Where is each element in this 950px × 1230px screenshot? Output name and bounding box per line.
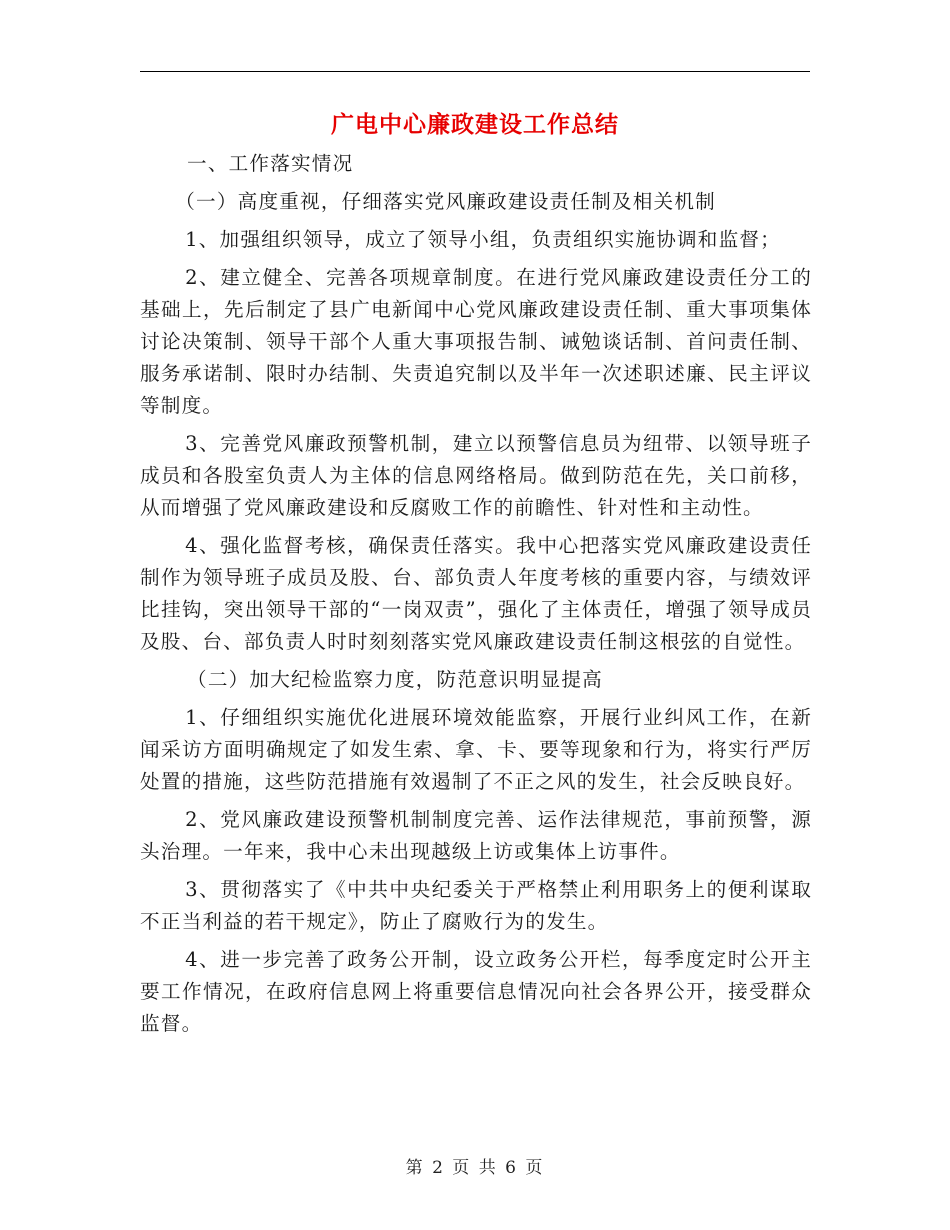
paragraph: 1、仔细组织实施优化进展环境效能监察，开展行业纠风工作，在新闻采访方面明确规定了如发生索、拿、卡、要等现象和行为，将实行严厉处置的措施，这些防范措施有效遏制了不正之风的发生，社会反映良好。 [140,706,812,793]
paragraph: 4、进一步完善了政务公开制，设立政务公开栏，每季度定时公开主要工作情况，在政府信息网上将重要信息情况向社会各界公开，接受群众监督。 [140,948,812,1035]
paragraph: 3、贯彻落实了《中共中央纪委关于严格禁止利用职务上的便利谋取不正当利益的若干规定》，防止了腐败行为的发生。 [140,878,812,933]
paragraph: 4、强化监督考核，确保责任落实。我中心把落实党风廉政建设责任制作为领导班子成员及股、台、部负责人年度考核的重要内容，与绩效评比挂钩，突出领导干部的“一岗双责”，强化了主体责任，增强了领导成员及股、台、部负责人时时刻刻落实党风廉政建设责任制这根弦的自觉性。 [140,534,812,653]
document-body [140,148,812,1040]
paragraph: 3、完善党风廉政预警机制，建立以预警信息员为纽带、以领导班子成员和各股室负责人为主体的信息网络格局。做到防范在先，关口前移，从而增强了党风廉政建设和反腐败工作的前瞻性、针对性和主动性。 [140,432,812,519]
subsection-heading: （一）高度重视，仔细落实党风廉政建设责任制及相关机制 [175,190,716,213]
paragraph: 2、建立健全、完善各项规章制度。在进行党风廉政建设责任分工的基础上，先后制定了县广电新闻中心党风廉政建设责任制、重大事项集体讨论决策制、领导干部个人重大事项报告制、诫勉谈话制、首问责任制、服务承诺制、限时办结制、失责追究制以及半年一次述职述廉、民主评议等制度。 [140,266,812,417]
header-rule [140,71,810,72]
paragraph: 1、加强组织领导，成立了领导小组，负责组织实施协调和监督； [185,228,781,251]
paragraph: 2、党风廉政建设预警机制制度完善、运作法律规范，事前预警，源头治理。一年来，我中心未出现越级上访或集体上访事件。 [140,808,812,863]
document-title: 广电中心廉政建设工作总结 [331,111,619,138]
subsection-heading: （二）加大纪检监察力度，防范意识明显提高 [187,668,603,691]
page-number: 第 2 页 共 6 页 [405,1158,545,1178]
section-heading: 一、工作落实情况 [187,152,354,175]
